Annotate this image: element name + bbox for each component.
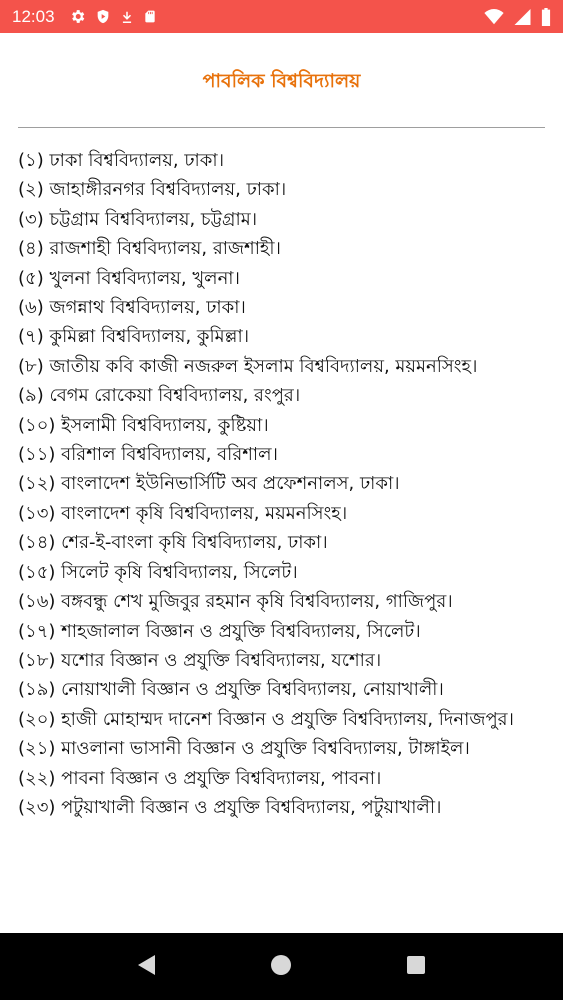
list-item: (১৬) বঙ্গবন্ধু শেখ মুজিবুর রহমান কৃষি বিশ্ববিদ্যালয়, গাজিপুর। <box>18 591 453 613</box>
back-button[interactable] <box>123 943 171 991</box>
list-item: (১৩) বাংলাদেশ কৃষি বিশ্ববিদ্যালয়, ময়মনসিংহ। <box>18 502 348 524</box>
battery-icon <box>541 8 551 26</box>
list-item: (১০) ইসলামী বিশ্ববিদ্যালয়, কুষ্টিয়া। <box>18 414 269 436</box>
home-icon <box>270 954 292 980</box>
signal-icon <box>514 9 531 25</box>
page-title: পাবলিক বিশ্ববিদ্যালয় <box>202 70 361 92</box>
status-time: 12:03 <box>12 6 55 26</box>
list-item: (১৫) সিলেট কৃষি বিশ্ববিদ্যালয়, সিলেট। <box>18 561 298 583</box>
list-item: (২২) পাবনা বিজ্ঞান ও প্রযুক্তি বিশ্ববিদ্যালয়, পাবনা। <box>18 767 382 789</box>
sd-card-icon <box>143 8 157 25</box>
list-item: (১) ঢাকা বিশ্ববিদ্যালয়, ঢাকা। <box>18 150 225 171</box>
back-icon <box>137 954 157 980</box>
gear-icon <box>69 8 86 25</box>
list-item: (১৮) যশোর বিজ্ঞান ও প্রযুক্তি বিশ্ববিদ্যালয়, যশোর। <box>18 649 382 671</box>
status-icons-right <box>484 8 551 26</box>
list-item: (৩) চট্টগ্রাম বিশ্ববিদ্যালয়, চট্টগ্রাম। <box>18 208 258 230</box>
list-item: (২৩) পটুয়াখালী বিজ্ঞান ও প্রযুক্তি বিশ্ববিদ্যালয়, পটুয়াখালী। <box>18 796 442 818</box>
content-area[interactable] <box>0 33 563 933</box>
shield-icon <box>95 8 111 25</box>
list-item: (৯) বেগম রোকেয়া বিশ্ববিদ্যালয়, রংপুর। <box>18 385 301 407</box>
list-item: (১১) বরিশাল বিশ্ববিদ্যালয়, বরিশাল। <box>18 444 278 466</box>
status-bar <box>0 0 563 33</box>
list-item: (৪) রাজশাহী বিশ্ববিদ্যালয়, রাজশাহী। <box>18 238 281 260</box>
title-divider <box>18 127 545 128</box>
list-item: (১৪) শের-ই-বাংলা কৃষি বিশ্ববিদ্যালয়, ঢাকা। <box>18 532 328 554</box>
list-item: (৭) কুমিল্লা বিশ্ববিদ্যালয়, কুমিল্লা। <box>18 326 250 348</box>
list-item: (২০) হাজী মোহাম্মদ দানেশ বিজ্ঞান ও প্রযুক্তি বিশ্ববিদ্যালয়, দিনাজপুর। <box>18 708 514 730</box>
list-item: (৬) জগন্নাথ বিশ্ববিদ্যালয়, ঢাকা। <box>18 297 246 319</box>
list-item: (১৯) নোয়াখালী বিজ্ঞান ও প্রযুক্তি বিশ্ববিদ্যালয়, নোয়াখালী। <box>18 679 444 701</box>
home-button[interactable] <box>257 943 305 991</box>
list-item: (২১) মাওলানা ভাসানী বিজ্ঞান ও প্রযুক্তি বিশ্ববিদ্যালয়, টাঙ্গাইল। <box>18 738 470 760</box>
recents-icon <box>406 955 426 979</box>
list-item: (১২) বাংলাদেশ ইউনিভার্সিটি অব প্রফেশনালস, ঢাকা। <box>18 473 400 495</box>
university-list <box>18 146 548 822</box>
status-icons-left <box>69 8 157 25</box>
recents-button[interactable] <box>392 943 440 991</box>
download-icon <box>120 9 134 25</box>
list-item: (১৭) শাহজালাল বিজ্ঞান ও প্রযুক্তি বিশ্ববিদ্যালয়, সিলেট। <box>18 620 421 642</box>
list-item: (২) জাহাঙ্গীরনগর বিশ্ববিদ্যালয়, ঢাকা। <box>18 179 287 201</box>
wifi-icon <box>484 9 504 25</box>
list-item: (৮) জাতীয় কবি কাজী নজরুল ইসলাম বিশ্ববিদ্যালয়, ময়মনসিংহ। <box>18 355 478 377</box>
navigation-bar <box>0 933 563 1000</box>
list-item: (৫) খুলনা বিশ্ববিদ্যালয়, খুলনা। <box>18 267 240 289</box>
